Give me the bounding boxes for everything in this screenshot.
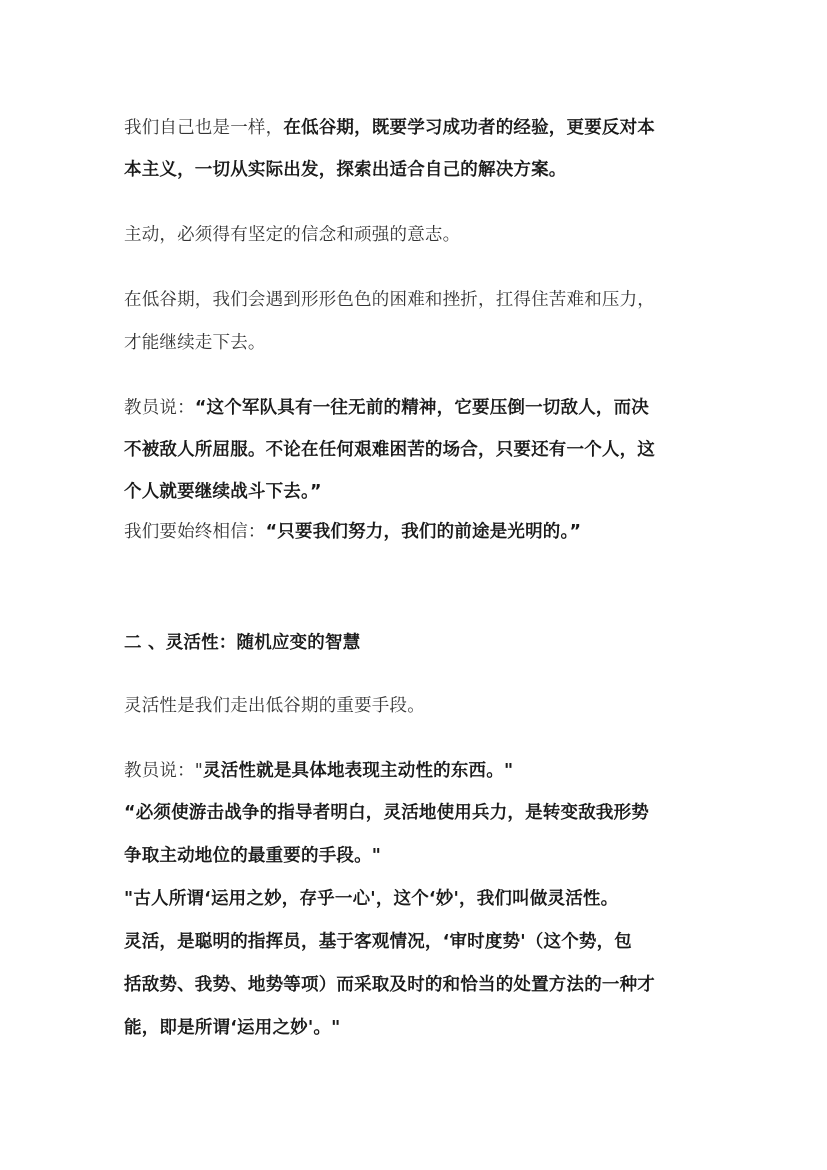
quote-attribution-2: 教员说：" [124, 761, 204, 781]
paragraph-8-line-1: “必须使游击战争的指导者明白，灵活地使用兵力，是转变敌我形势 [124, 803, 649, 823]
quote-text-2: 灵活性就是具体地表现主动性的东西。" [203, 761, 514, 781]
paragraph-8-line-2: 争取主动地位的最重要的手段。" [124, 846, 382, 866]
section-heading-2: 二 、灵活性：随机应变的智慧 [124, 633, 361, 653]
paragraph-4-line-3: 个人就要继续战斗下去。” [124, 482, 322, 502]
paragraph-1-lead: 我们自己也是一样， [124, 118, 284, 138]
paragraph-6: 灵活性是我们走出低谷期的重要手段。 [124, 696, 425, 716]
paragraph-3-line-2: 才能继续走下去。 [124, 333, 266, 353]
paragraph-9-line-1: "古人所谓‘运用之妙，存乎一心'，这个‘妙'，我们叫做灵活性。 [124, 889, 619, 909]
paragraph-7 [124, 757, 724, 782]
paragraph-5 [124, 518, 724, 543]
belief-quote: “只要我们努力，我们的前途是光明的。” [265, 522, 582, 542]
quote-attribution: 教员说： [124, 398, 195, 418]
paragraph-3-line-1: 在低谷期，我们会遇到形形色色的困难和挫折，扛得住苦难和压力， [124, 290, 655, 310]
paragraph-2: 主动，必须得有坚定的信念和顽强的意志。 [124, 225, 461, 245]
belief-prefix: 我们要始终相信： [124, 522, 266, 542]
paragraph-9-line-4: 能，即是所谓‘运用之妙'。" [124, 1018, 341, 1038]
paragraph-1-bold: 在低谷期，既要学习成功者的经验，更要反对本 [283, 118, 656, 138]
paragraph-1-line-2: 本主义，一切从实际出发，探索出适合自己的解决方案。 [124, 160, 567, 180]
quote-text: “这个军队具有一往无前的精神，它要压倒一切敌人，而决 [194, 398, 650, 418]
paragraph-4-line-2: 不被敌人所屈服。不论在任何艰难困苦的场合，只要还有一个人，这 [124, 440, 655, 460]
paragraph-1-line-1 [124, 114, 724, 139]
paragraph-9-line-2: 灵活，是聪明的指挥员，基于客观情况，‘审时度势'（这个势，包 [124, 932, 633, 952]
paragraph-9-line-3: 括敌势、我势、地势等项）而采取及时的和恰当的处置方法的一种才 [124, 975, 655, 995]
paragraph-4-line-1 [124, 394, 724, 419]
